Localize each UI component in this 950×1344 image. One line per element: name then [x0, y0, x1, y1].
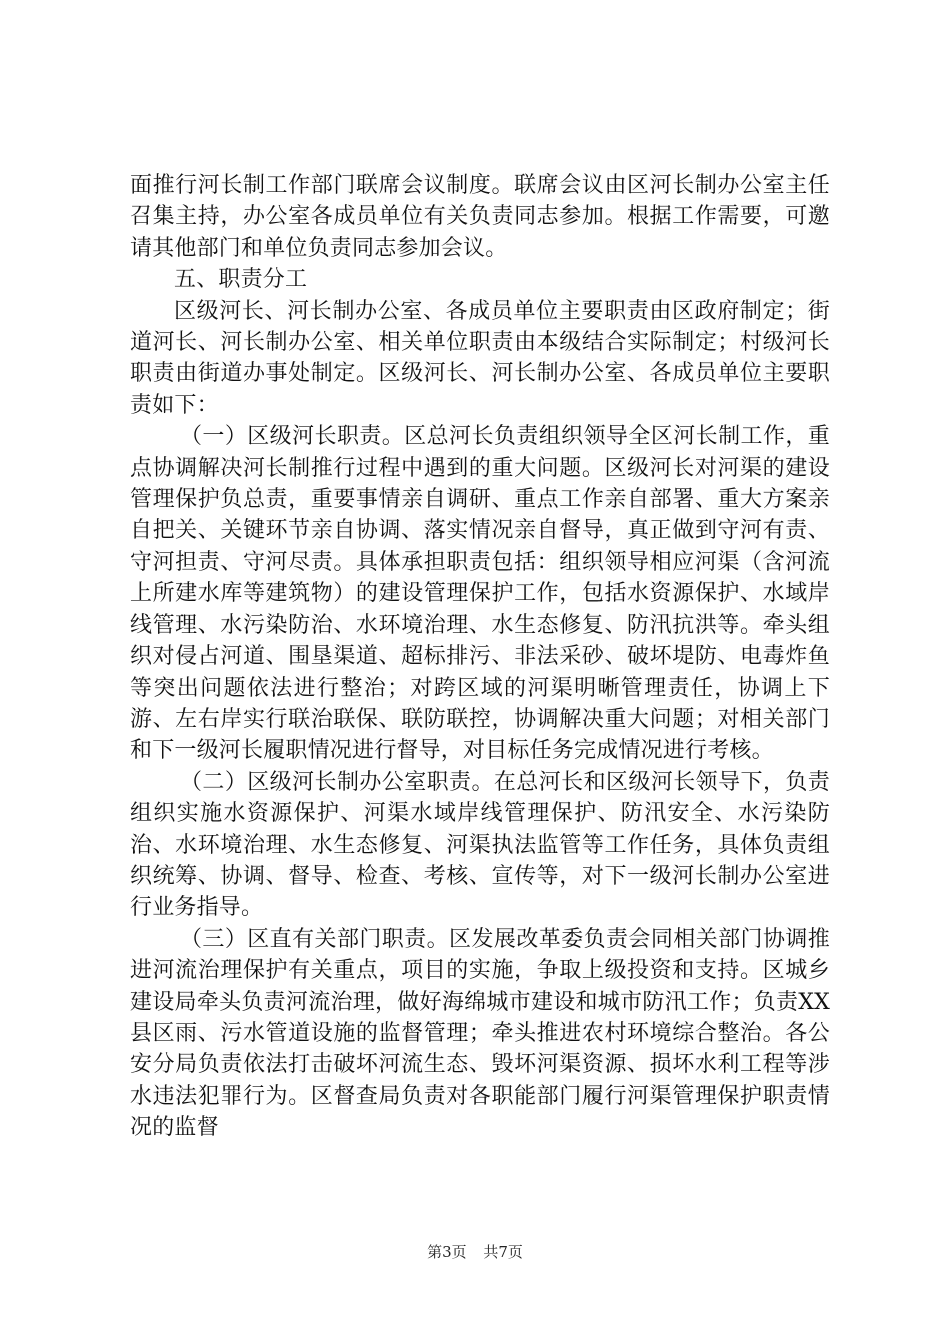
paragraph-duties-overview: 区级河长、河长制办公室、各成员单位主要职责由区政府制定；街道河长、河长制办公室、相关单位职责由本级结合实际制定；村级河长职责由街道办事处制定。区级河长、河长制办公室、各成员单位主要职责如下： [130, 298, 830, 418]
page-footer [0, 1241, 950, 1262]
page-number: 第3页 [427, 1243, 467, 1261]
paragraph-district-departments: （三）区直有关部门职责。区发展改革委负责会同相关部门协调推进河流治理保护有关重点，项目的实施，争取上级投资和支持。区城乡建设局牵头负责河流治理，做好海绵城市建设和城市防汛工作；负责XX县区雨、污水管道设施的监督管理；牵头推进农村环境综合整治。各公安分局负责依法打击破坏河流生态、毁坏河渠资源、损坏水利工程等涉水违法犯罪行为。区督查局负责对各职能部门履行河渠管理保护职责情况的监督 [130, 926, 830, 1141]
document-body [130, 170, 830, 1144]
paragraph-meeting-system: 面推行河长制工作部门联席会议制度。联席会议由区河长制办公室主任召集主持，办公室各成员单位有关负责同志参加。根据工作需要，可邀请其他部门和单位负责同志参加会议。 [130, 173, 830, 261]
section-heading-duties: 五、职责分工 [174, 267, 308, 293]
page-total: 共7页 [483, 1243, 523, 1261]
paragraph-river-chief-office: （二）区级河长制办公室职责。在总河长和区级河长领导下，负责组织实施水资源保护、河渠水域岸线管理保护、防汛安全、水污染防治、水环境治理、水生态修复、河渠执法监管等工作任务，具体负责组织统筹、协调、督导、检查、考核、宣传等，对下一级河长制办公室进行业务指导。 [130, 769, 830, 921]
paragraph-district-river-chief: （一）区级河长职责。区总河长负责组织领导全区河长制工作，重点协调解决河长制推行过程中遇到的重大问题。区级河长对河渠的建设管理保护负总责，重要事情亲自调研、重点工作亲自部署、重大方案亲自把关、关键环节亲自协调、落实情况亲自督导，真正做到守河有责、守河担责、守河尽责。具体承担职责包括：组织领导相应河渠（含河流上所建水库等建筑物）的建设管理保护工作，包括水资源保护、水域岸线管理、水污染防治、水环境治理、水生态修复、防汛抗洪等。牵头组织对侵占河道、围垦渠道、超标排污、非法采砂、破坏堤防、电毒炸鱼等突出问题依法进行整治；对跨区域的河渠明晰管理责任，协调上下游、左右岸实行联治联保、联防联控，协调解决重大问题；对相关部门和下一级河长履职情况进行督导，对目标任务完成情况进行考核。 [130, 424, 830, 764]
